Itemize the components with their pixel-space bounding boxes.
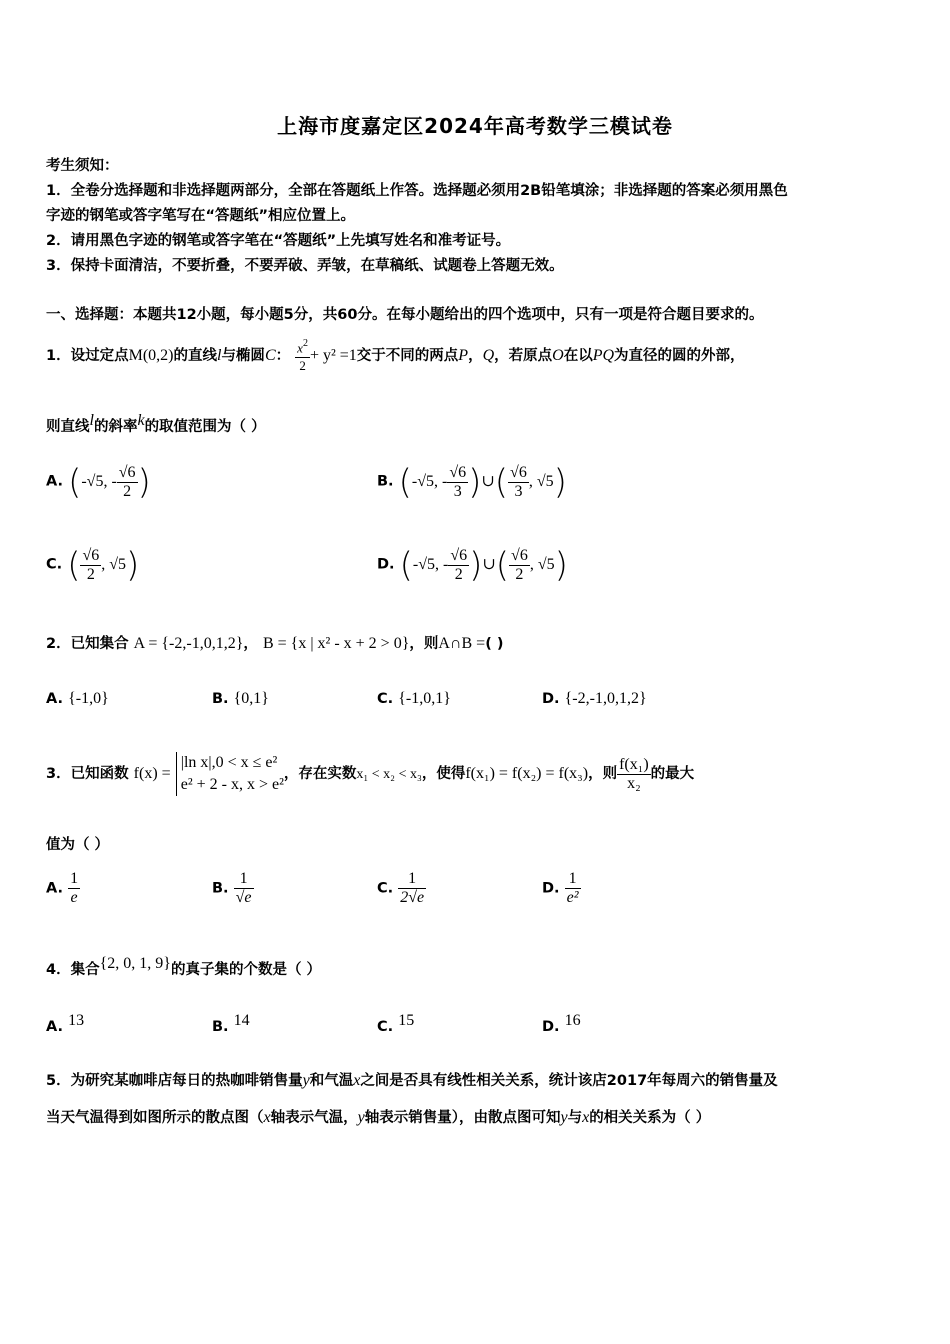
- q1-option-c[interactable]: [46, 545, 139, 585]
- q5-var-y: y: [560, 1109, 568, 1126]
- q1-equation: + y² =1: [309, 347, 357, 365]
- q1-option-a[interactable]: [46, 462, 151, 502]
- q1-text: 交于不同的两点: [356, 348, 459, 365]
- option-label: D.: [542, 691, 560, 707]
- q5-text: 5．为研究某咖啡店每日的热咖啡销售量: [46, 1073, 303, 1089]
- q2-option-a[interactable]: [46, 690, 109, 708]
- option-value: {-1,0,1}: [398, 690, 451, 707]
- option-label: D.: [542, 880, 560, 897]
- q3-ratio-den: x₂: [627, 774, 641, 792]
- q3-piecewise: [176, 752, 284, 796]
- q2-set-a: A = {-2,-1,0,1,2}: [133, 635, 244, 652]
- notice-1a: 1．全卷分选择题和非选择题两部分，全部在答题纸上作答。选择题必须用2B铅笔填涂；非选择题的答案必须用黑色: [46, 183, 788, 199]
- q1-fraction: $\frac{x^2}{2}$: [297, 338, 308, 374]
- option-label: B.: [377, 473, 394, 490]
- option-value: {0,1}: [233, 690, 269, 707]
- q1-line-l: l: [216, 347, 222, 365]
- notice-1b: 字迹的钢笔或答字笔写在“答题纸”相应位置上。: [46, 208, 356, 224]
- q3-function: f(x) =: [133, 765, 171, 782]
- q5-stem: [46, 1069, 778, 1090]
- q4-stem: [46, 955, 321, 979]
- q3-inequality: x₁ < x₂ < x₃: [356, 767, 422, 782]
- option-label: B.: [212, 1018, 229, 1035]
- option-num: 1: [398, 870, 426, 889]
- q1-option-d-expr: (-√5, - $\frac{√6}{2}$ )∪( $\frac{√6}{2}$ , √5): [399, 545, 568, 585]
- q3-case-1: |ln x|,0 < x ≤ e²: [180, 754, 278, 771]
- option-label: A.: [46, 880, 63, 897]
- q2-stem: [46, 632, 504, 653]
- q3-text: ，使得: [421, 766, 466, 782]
- option-num: 1: [565, 870, 581, 889]
- option-den: √e: [235, 889, 252, 906]
- q1-origin: O: [552, 347, 564, 365]
- section-heading: 一、选择题：本题共12小题，每小题5分，共60分。在每小题给出的四个选项中，只有一项是符合题目要求的。: [46, 307, 764, 323]
- option-label: D.: [377, 556, 395, 573]
- q5-text: 的相关关系为（ ）: [589, 1110, 711, 1126]
- option-value: 15: [398, 1012, 415, 1029]
- q4-option-a[interactable]: [46, 1012, 84, 1035]
- option-label: A.: [46, 691, 63, 707]
- q5-text: 和气温: [309, 1073, 354, 1089]
- option-label: D.: [542, 1018, 560, 1035]
- q3-option-b[interactable]: [212, 870, 254, 907]
- option-num: 1: [70, 870, 79, 887]
- q1-segment-pq: PQ: [592, 347, 615, 365]
- q5-var-x: x: [353, 1072, 361, 1089]
- q5-var-x: x: [582, 1109, 590, 1126]
- q1-ellipse-c: C: [264, 347, 276, 365]
- q4-text: 的真子集的个数是（ ）: [170, 961, 322, 978]
- q1-point-p: P: [458, 347, 469, 365]
- q5-text: 之间是否具有线性相关关系，统计该店2017年每周六的销售量及: [360, 1073, 778, 1089]
- q2-option-d[interactable]: [542, 690, 647, 708]
- q3-stem-2: 值为（ ）: [46, 837, 110, 853]
- q1-text: 1．设过定点: [46, 348, 129, 365]
- option-value: 14: [233, 1012, 250, 1029]
- q1-text: 为直径的圆的外部，: [614, 348, 745, 365]
- q5-text: 轴表示销售量），由散点图可知: [364, 1110, 561, 1126]
- q1-point-m: M(0,2): [128, 347, 174, 365]
- q1-text: 与椭圆: [221, 348, 265, 365]
- q4-option-c[interactable]: [377, 1012, 414, 1035]
- option-label: C.: [377, 691, 394, 707]
- option-label: C.: [46, 556, 63, 573]
- q1-text: 则直线: [46, 418, 90, 435]
- q2-set-b: B = {x | x² - x + 2 > 0}: [262, 635, 410, 652]
- q1-text: 的直线: [173, 348, 217, 365]
- q1-text: 的斜率: [93, 418, 138, 435]
- q3-ratio-num: f(x₁): [619, 755, 649, 773]
- q1-point-q: Q: [482, 347, 495, 365]
- q3-ratio: [617, 756, 651, 793]
- q1-text: 的取值范围为（ ）: [144, 418, 266, 435]
- q5-text: 当天气温得到如图所示的散点图（: [46, 1110, 264, 1126]
- option-label: C.: [377, 880, 394, 897]
- notice-3: 3．保持卡面清洁，不要折叠，不要弄破、弄皱，在草稿纸、试题卷上答题无效。: [46, 258, 564, 274]
- notice-head: 考生须知：: [46, 158, 119, 174]
- q1-text: ，: [468, 348, 483, 365]
- q5-text: 轴表示气温，: [270, 1110, 358, 1126]
- option-value: {-1,0}: [68, 690, 109, 707]
- q3-case-2: e² + 2 - x, x > e²: [180, 776, 284, 793]
- q1-option-c-expr: ( $\frac{√6}{2}$ , √5): [67, 545, 140, 585]
- option-label: C.: [377, 1018, 394, 1035]
- option-num: 1: [234, 870, 254, 889]
- option-den: 2√e: [400, 889, 425, 906]
- q1-option-d[interactable]: [377, 545, 568, 585]
- q3-text: 3．已知函数: [46, 766, 129, 782]
- q2-option-b[interactable]: [212, 690, 269, 708]
- option-den: e²: [566, 889, 579, 906]
- option-label: A.: [46, 473, 63, 490]
- option-value: 13: [68, 1012, 85, 1029]
- q5-stem-2: [46, 1106, 710, 1127]
- option-label: B.: [212, 691, 229, 707]
- q2-option-c[interactable]: [377, 690, 451, 708]
- q2-text: 2．已知集合: [46, 636, 129, 652]
- q2-text: ，则: [409, 636, 439, 652]
- option-value: {-2,-1,0,1,2}: [564, 690, 647, 707]
- q1-line-l: l: [89, 412, 94, 429]
- q4-text: 4．集合: [46, 961, 100, 978]
- q3-option-c[interactable]: [377, 870, 426, 907]
- q4-option-b[interactable]: [212, 1012, 250, 1035]
- q3-option-d[interactable]: [542, 870, 581, 907]
- q1-text: 在以: [563, 348, 593, 365]
- q3-option-a[interactable]: [46, 870, 80, 907]
- q3-stem: [46, 752, 694, 796]
- option-label: B.: [212, 880, 229, 897]
- q1-option-b-expr: (-√5, - $\frac{√6}{3}$ )∪( $\frac{√6}{3}$ , √5): [398, 462, 567, 502]
- q1-option-a-expr: (-√5, - $\frac{√6}{2}$ ): [68, 462, 151, 502]
- q1-text: ：: [275, 348, 291, 365]
- page-title: 上海市度嘉定区2024年高考数学三模试卷: [277, 114, 673, 138]
- q5-var-y: y: [302, 1072, 310, 1089]
- q4-option-d[interactable]: [542, 1012, 581, 1035]
- option-value: 16: [564, 1012, 581, 1029]
- option-label: A.: [46, 1018, 63, 1035]
- q1-option-b[interactable]: [377, 462, 567, 502]
- q3-text: ，则: [588, 766, 618, 782]
- q3-text: 的最大: [650, 766, 695, 782]
- option-den: e: [70, 889, 78, 906]
- q2-intersection: A∩B =: [438, 635, 486, 652]
- q2-text: ，: [243, 636, 258, 652]
- q4-set: {2, 0, 1, 9}: [99, 955, 171, 972]
- q1-stem-2: [46, 412, 266, 436]
- q5-var-x: x: [263, 1109, 271, 1126]
- q1-text: ，若原点: [494, 348, 553, 365]
- q3-text: ，存在实数: [283, 766, 357, 782]
- q1-slope-k: k: [137, 412, 145, 429]
- q2-text: ( ): [485, 636, 504, 652]
- q5-text: 与: [567, 1110, 583, 1126]
- q5-var-y: y: [357, 1109, 365, 1126]
- notice-2: 2．请用黑色字迹的钢笔或答字笔在“答题纸”上先填写姓名和准考证号。: [46, 233, 511, 249]
- q3-equality: f(x₁) = f(x₂) = f(x₃): [465, 765, 589, 782]
- q1-stem: [46, 338, 745, 374]
